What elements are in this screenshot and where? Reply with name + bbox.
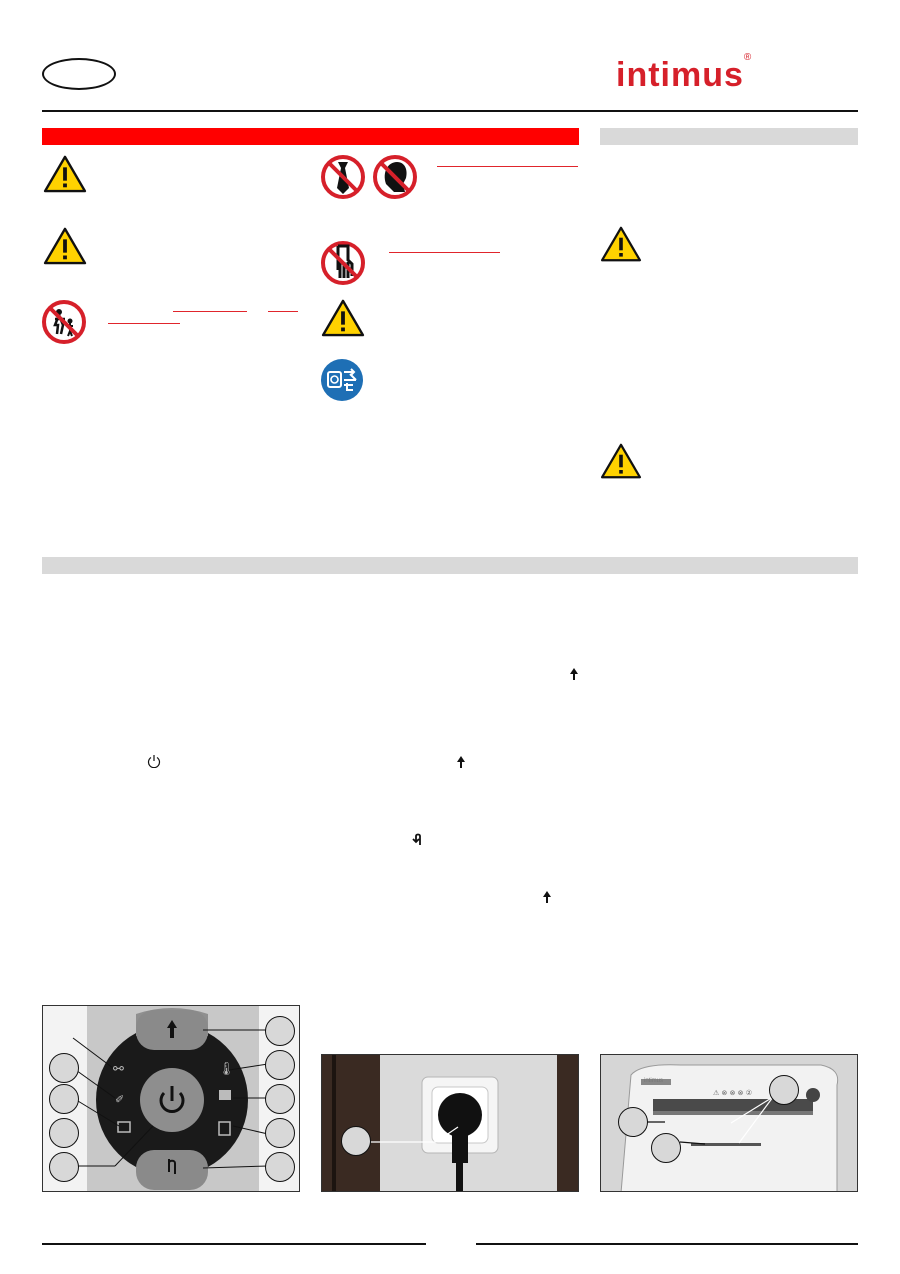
callout-marker <box>49 1118 79 1148</box>
svg-text:⚠ ⊗ ⊗ ⊗ ②: ⚠ ⊗ ⊗ ⊗ ② <box>713 1089 753 1097</box>
arrow-up-icon <box>542 890 552 904</box>
language-badge <box>42 58 116 90</box>
registered-mark: ® <box>743 52 753 63</box>
footer-rule-left <box>42 1243 426 1245</box>
svg-text:✐: ✐ <box>115 1093 125 1106</box>
shredder-photo <box>600 1054 858 1192</box>
warning-icon <box>42 227 88 265</box>
underline-link <box>437 166 578 167</box>
underline-link <box>173 311 247 312</box>
no-children-icon <box>41 299 87 345</box>
warning-icon <box>42 155 88 193</box>
no-tie-icon <box>320 154 366 200</box>
control-panel-photo <box>42 1005 300 1192</box>
callout-marker <box>618 1107 648 1137</box>
shredder-brand-label: intimus <box>644 1078 664 1084</box>
safety-warning-bar <box>42 128 579 145</box>
callout-marker <box>265 1016 295 1046</box>
underline-link <box>389 252 500 253</box>
callout-marker <box>265 1084 295 1114</box>
svg-text:⚯: ⚯ <box>113 1062 124 1077</box>
brand-name: intimus <box>616 56 744 94</box>
no-hand-icon <box>320 240 366 286</box>
section-heading-bar-right <box>600 128 858 145</box>
disconnect-plug-icon <box>320 358 364 402</box>
header-rule <box>42 110 858 112</box>
svg-text:🌡: 🌡 <box>218 1062 235 1077</box>
section-heading-bar-wide <box>42 557 858 574</box>
underline-link <box>108 323 180 324</box>
arrow-up-icon <box>456 755 466 769</box>
arrow-up-icon <box>569 667 579 681</box>
callout-marker <box>769 1075 799 1105</box>
callout-marker <box>49 1084 79 1114</box>
warning-icon <box>320 299 366 337</box>
callout-marker <box>265 1152 295 1182</box>
callout-marker <box>265 1050 295 1080</box>
callout-marker <box>341 1126 371 1156</box>
callout-marker <box>49 1152 79 1182</box>
footer-rule-right <box>476 1243 858 1245</box>
underline-link <box>268 311 298 312</box>
no-long-hair-icon <box>372 154 418 200</box>
warning-icon <box>600 226 642 262</box>
power-icon <box>147 754 161 768</box>
intimus-logo <box>616 52 753 95</box>
callout-marker <box>49 1053 79 1083</box>
callout-marker <box>651 1133 681 1163</box>
warning-icon <box>600 443 642 479</box>
callout-marker <box>265 1118 295 1148</box>
reverse-icon <box>412 832 424 846</box>
power-socket-photo <box>321 1054 579 1192</box>
